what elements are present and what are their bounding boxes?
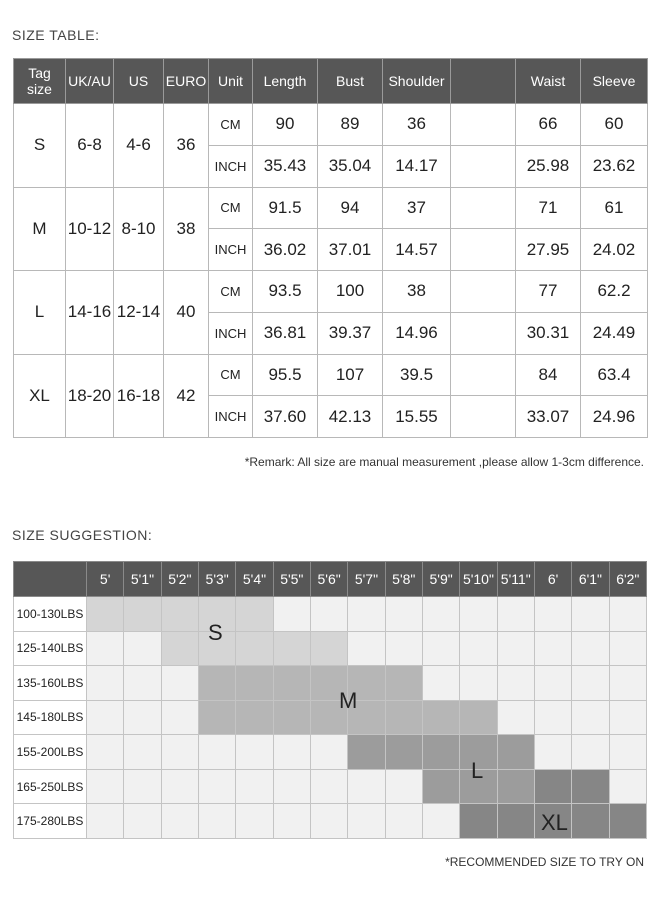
weight-row — [14, 597, 647, 632]
cell-tag: L — [14, 271, 66, 355]
height-header: 5' — [87, 562, 124, 597]
grid-cell-empty — [385, 631, 422, 666]
height-header: 5'4" — [236, 562, 273, 597]
corner-cell — [14, 562, 87, 597]
grid-cell-empty — [534, 597, 571, 632]
cell-unit: CM — [209, 354, 253, 396]
cell-unit: INCH — [209, 229, 253, 271]
grid-cell-empty — [124, 735, 161, 770]
weight-row — [14, 666, 647, 701]
grid-cell-s — [310, 631, 347, 666]
cell-bust: 35.04 — [318, 145, 383, 187]
grid-cell-empty — [198, 769, 235, 804]
grid-cell-empty — [497, 700, 534, 735]
cell-bust: 100 — [318, 271, 383, 313]
weight-label: 145-180LBS — [14, 700, 87, 735]
cell-waist: 71 — [516, 187, 581, 229]
cell-uk: 18-20 — [66, 354, 114, 438]
cell-bust: 37.01 — [318, 229, 383, 271]
grid-cell-empty — [385, 597, 422, 632]
grid-cell-empty — [161, 769, 198, 804]
grid-cell-empty — [609, 597, 646, 632]
grid-cell-empty — [609, 666, 646, 701]
grid-cell-empty — [87, 666, 124, 701]
grid-cell-empty — [534, 631, 571, 666]
size-label-m: M — [339, 688, 358, 713]
height-header: 6'1" — [572, 562, 609, 597]
grid-cell-empty — [460, 666, 497, 701]
cell-blank — [451, 271, 516, 313]
cell-bust: 39.37 — [318, 312, 383, 354]
header-blank — [451, 59, 516, 104]
cell-shoulder: 14.96 — [383, 312, 451, 354]
cell-waist: 84 — [516, 354, 581, 396]
weight-row — [14, 769, 647, 804]
grid-cell-m — [198, 700, 235, 735]
grid-cell-empty — [236, 769, 273, 804]
cell-length: 36.02 — [253, 229, 318, 271]
cell-length: 95.5 — [253, 354, 318, 396]
grid-cell-empty — [534, 666, 571, 701]
height-header: 5'5" — [273, 562, 310, 597]
grid-cell-empty — [124, 700, 161, 735]
cell-tag: XL — [14, 354, 66, 438]
cell-length: 35.43 — [253, 145, 318, 187]
grid-cell-s — [124, 597, 161, 632]
grid-cell-empty — [87, 735, 124, 770]
cell-sleeve: 61 — [581, 187, 648, 229]
grid-cell-l — [497, 769, 534, 804]
grid-cell-empty — [161, 666, 198, 701]
cell-blank — [451, 104, 516, 146]
grid-cell-empty — [460, 631, 497, 666]
cell-sleeve: 24.02 — [581, 229, 648, 271]
cell-shoulder: 15.55 — [383, 396, 451, 438]
cell-blank — [451, 396, 516, 438]
cell-uk: 10-12 — [66, 187, 114, 271]
grid-cell-empty — [534, 735, 571, 770]
cell-euro: 42 — [164, 354, 209, 438]
grid-cell-empty — [609, 631, 646, 666]
weight-label: 165-250LBS — [14, 769, 87, 804]
grid-cell-s — [236, 631, 273, 666]
header-euro: EURO — [164, 59, 209, 104]
grid-cell-empty — [385, 769, 422, 804]
size-row-cm — [14, 354, 648, 396]
grid-cell-m — [273, 700, 310, 735]
grid-cell-empty — [310, 597, 347, 632]
grid-cell-empty — [572, 735, 609, 770]
grid-cell-empty — [422, 804, 459, 839]
grid-cell-empty — [310, 735, 347, 770]
grid-cell-empty — [348, 804, 385, 839]
grid-cell-empty — [348, 769, 385, 804]
grid-cell-empty — [310, 804, 347, 839]
grid-cell-empty — [310, 769, 347, 804]
height-header: 5'9" — [422, 562, 459, 597]
grid-cell-empty — [497, 666, 534, 701]
cell-unit: INCH — [209, 145, 253, 187]
header-shoulder: Shoulder — [383, 59, 451, 104]
height-header: 5'1" — [124, 562, 161, 597]
grid-cell-empty — [572, 597, 609, 632]
grid-cell-l — [422, 769, 459, 804]
cell-euro: 38 — [164, 187, 209, 271]
weight-label: 125-140LBS — [14, 631, 87, 666]
grid-cell-empty — [422, 666, 459, 701]
height-header: 5'2" — [161, 562, 198, 597]
grid-cell-empty — [273, 735, 310, 770]
grid-cell-empty — [497, 597, 534, 632]
cell-us: 4-6 — [114, 104, 164, 188]
grid-cell-l — [385, 735, 422, 770]
cell-uk: 6-8 — [66, 104, 114, 188]
cell-shoulder: 39.5 — [383, 354, 451, 396]
size-row-cm — [14, 187, 648, 229]
grid-cell-empty — [124, 666, 161, 701]
grid-cell-empty — [198, 804, 235, 839]
cell-shoulder: 36 — [383, 104, 451, 146]
size-row-cm — [14, 271, 648, 313]
cell-sleeve: 60 — [581, 104, 648, 146]
cell-shoulder: 14.17 — [383, 145, 451, 187]
size-label-xl: XL — [541, 810, 568, 835]
cell-waist: 66 — [516, 104, 581, 146]
cell-sleeve: 24.49 — [581, 312, 648, 354]
cell-bust: 94 — [318, 187, 383, 229]
height-header: 5'11" — [497, 562, 534, 597]
weight-label: 135-160LBS — [14, 666, 87, 701]
size-table — [13, 58, 648, 438]
grid-cell-l — [348, 735, 385, 770]
grid-cell-m — [385, 666, 422, 701]
weight-row — [14, 631, 647, 666]
grid-cell-s — [236, 597, 273, 632]
height-header: 6' — [534, 562, 571, 597]
weight-label: 155-200LBS — [14, 735, 87, 770]
grid-cell-empty — [236, 735, 273, 770]
cell-length: 36.81 — [253, 312, 318, 354]
weight-row — [14, 700, 647, 735]
cell-length: 90 — [253, 104, 318, 146]
cell-waist: 77 — [516, 271, 581, 313]
cell-waist: 30.31 — [516, 312, 581, 354]
size-row-cm — [14, 104, 648, 146]
grid-cell-s — [161, 597, 198, 632]
cell-shoulder: 14.57 — [383, 229, 451, 271]
grid-cell-empty — [572, 631, 609, 666]
size-label-s: S — [208, 620, 223, 645]
cell-euro: 40 — [164, 271, 209, 355]
weight-row — [14, 735, 647, 770]
size-table-header — [14, 59, 648, 104]
cell-uk: 14-16 — [66, 271, 114, 355]
grid-cell-m — [236, 700, 273, 735]
weight-label: 100-130LBS — [14, 597, 87, 632]
size-suggestion-grid — [13, 561, 647, 839]
grid-cell-empty — [348, 631, 385, 666]
cell-waist: 25.98 — [516, 145, 581, 187]
cell-bust: 42.13 — [318, 396, 383, 438]
grid-cell-empty — [609, 735, 646, 770]
cell-waist: 27.95 — [516, 229, 581, 271]
grid-cell-empty — [609, 700, 646, 735]
grid-cell-empty — [87, 769, 124, 804]
grid-cell-empty — [460, 597, 497, 632]
cell-length: 91.5 — [253, 187, 318, 229]
grid-cell-m — [198, 666, 235, 701]
height-header: 6'2" — [609, 562, 646, 597]
height-header: 5'3" — [198, 562, 235, 597]
cell-unit: CM — [209, 104, 253, 146]
grid-cell-m — [460, 700, 497, 735]
grid-cell-empty — [87, 700, 124, 735]
grid-cell-m — [422, 700, 459, 735]
grid-cell-empty — [609, 769, 646, 804]
cell-sleeve: 23.62 — [581, 145, 648, 187]
grid-cell-empty — [236, 804, 273, 839]
header-tag-size: Tag size — [14, 59, 66, 104]
cell-blank — [451, 187, 516, 229]
cell-length: 93.5 — [253, 271, 318, 313]
grid-cell-empty — [161, 700, 198, 735]
grid-cell-empty — [161, 804, 198, 839]
grid-cell-xl — [534, 769, 571, 804]
grid-cell-empty — [87, 804, 124, 839]
grid-cell-m — [273, 666, 310, 701]
grid-cell-empty — [422, 631, 459, 666]
cell-tag: M — [14, 187, 66, 271]
cell-us: 16-18 — [114, 354, 164, 438]
grid-cell-s — [161, 631, 198, 666]
height-header: 5'10" — [460, 562, 497, 597]
cell-shoulder: 37 — [383, 187, 451, 229]
grid-cell-xl — [572, 769, 609, 804]
cell-unit: INCH — [209, 396, 253, 438]
grid-cell-xl — [460, 804, 497, 839]
remark-text: *Remark: All size are manual measurement ,please allow 1-3cm difference. — [244, 455, 644, 469]
header-bust: Bust — [318, 59, 383, 104]
grid-cell-empty — [273, 769, 310, 804]
grid-cell-s — [273, 631, 310, 666]
cell-euro: 36 — [164, 104, 209, 188]
cell-tag: S — [14, 104, 66, 188]
cell-length: 37.60 — [253, 396, 318, 438]
grid-cell-empty — [198, 735, 235, 770]
cell-bust: 89 — [318, 104, 383, 146]
cell-unit: CM — [209, 187, 253, 229]
cell-sleeve: 62.2 — [581, 271, 648, 313]
header-unit: Unit — [209, 59, 253, 104]
grid-cell-l — [497, 735, 534, 770]
grid-cell-xl — [497, 804, 534, 839]
cell-sleeve: 24.96 — [581, 396, 648, 438]
grid-cell-m — [385, 700, 422, 735]
grid-cell-empty — [273, 597, 310, 632]
cell-unit: INCH — [209, 312, 253, 354]
height-header: 5'8" — [385, 562, 422, 597]
cell-blank — [451, 229, 516, 271]
grid-cell-empty — [422, 597, 459, 632]
grid-cell-s — [87, 597, 124, 632]
cell-shoulder: 38 — [383, 271, 451, 313]
size-suggestion-title: SIZE SUGGESTION: — [12, 527, 153, 543]
grid-cell-empty — [534, 700, 571, 735]
grid-cell-l — [422, 735, 459, 770]
suggestion-header — [14, 562, 647, 597]
grid-cell-empty — [124, 804, 161, 839]
header-uk-au: UK/AU — [66, 59, 114, 104]
grid-cell-m — [236, 666, 273, 701]
grid-cell-xl — [609, 804, 646, 839]
grid-cell-empty — [273, 804, 310, 839]
cell-blank — [451, 312, 516, 354]
weight-label: 175-280LBS — [14, 804, 87, 839]
cell-unit: CM — [209, 271, 253, 313]
cell-bust: 107 — [318, 354, 383, 396]
grid-cell-empty — [385, 804, 422, 839]
size-label-l: L — [471, 758, 484, 783]
cell-us: 12-14 — [114, 271, 164, 355]
height-header: 5'7" — [348, 562, 385, 597]
grid-cell-empty — [124, 769, 161, 804]
grid-cell-empty — [161, 735, 198, 770]
cell-blank — [451, 145, 516, 187]
cell-sleeve: 63.4 — [581, 354, 648, 396]
grid-cell-empty — [348, 597, 385, 632]
header-sleeve: Sleeve — [581, 59, 648, 104]
grid-cell-empty — [497, 631, 534, 666]
header-us: US — [114, 59, 164, 104]
header-waist: Waist — [516, 59, 581, 104]
cell-us: 8-10 — [114, 187, 164, 271]
height-header: 5'6" — [310, 562, 347, 597]
grid-cell-empty — [124, 631, 161, 666]
recommended-footnote: *RECOMMENDED SIZE TO TRY ON — [445, 855, 644, 869]
size-table-title: SIZE TABLE: — [12, 27, 100, 43]
header-length: Length — [253, 59, 318, 104]
cell-waist: 33.07 — [516, 396, 581, 438]
cell-blank — [451, 354, 516, 396]
grid-cell-empty — [572, 666, 609, 701]
grid-cell-xl — [572, 804, 609, 839]
grid-cell-empty — [572, 700, 609, 735]
grid-cell-empty — [87, 631, 124, 666]
